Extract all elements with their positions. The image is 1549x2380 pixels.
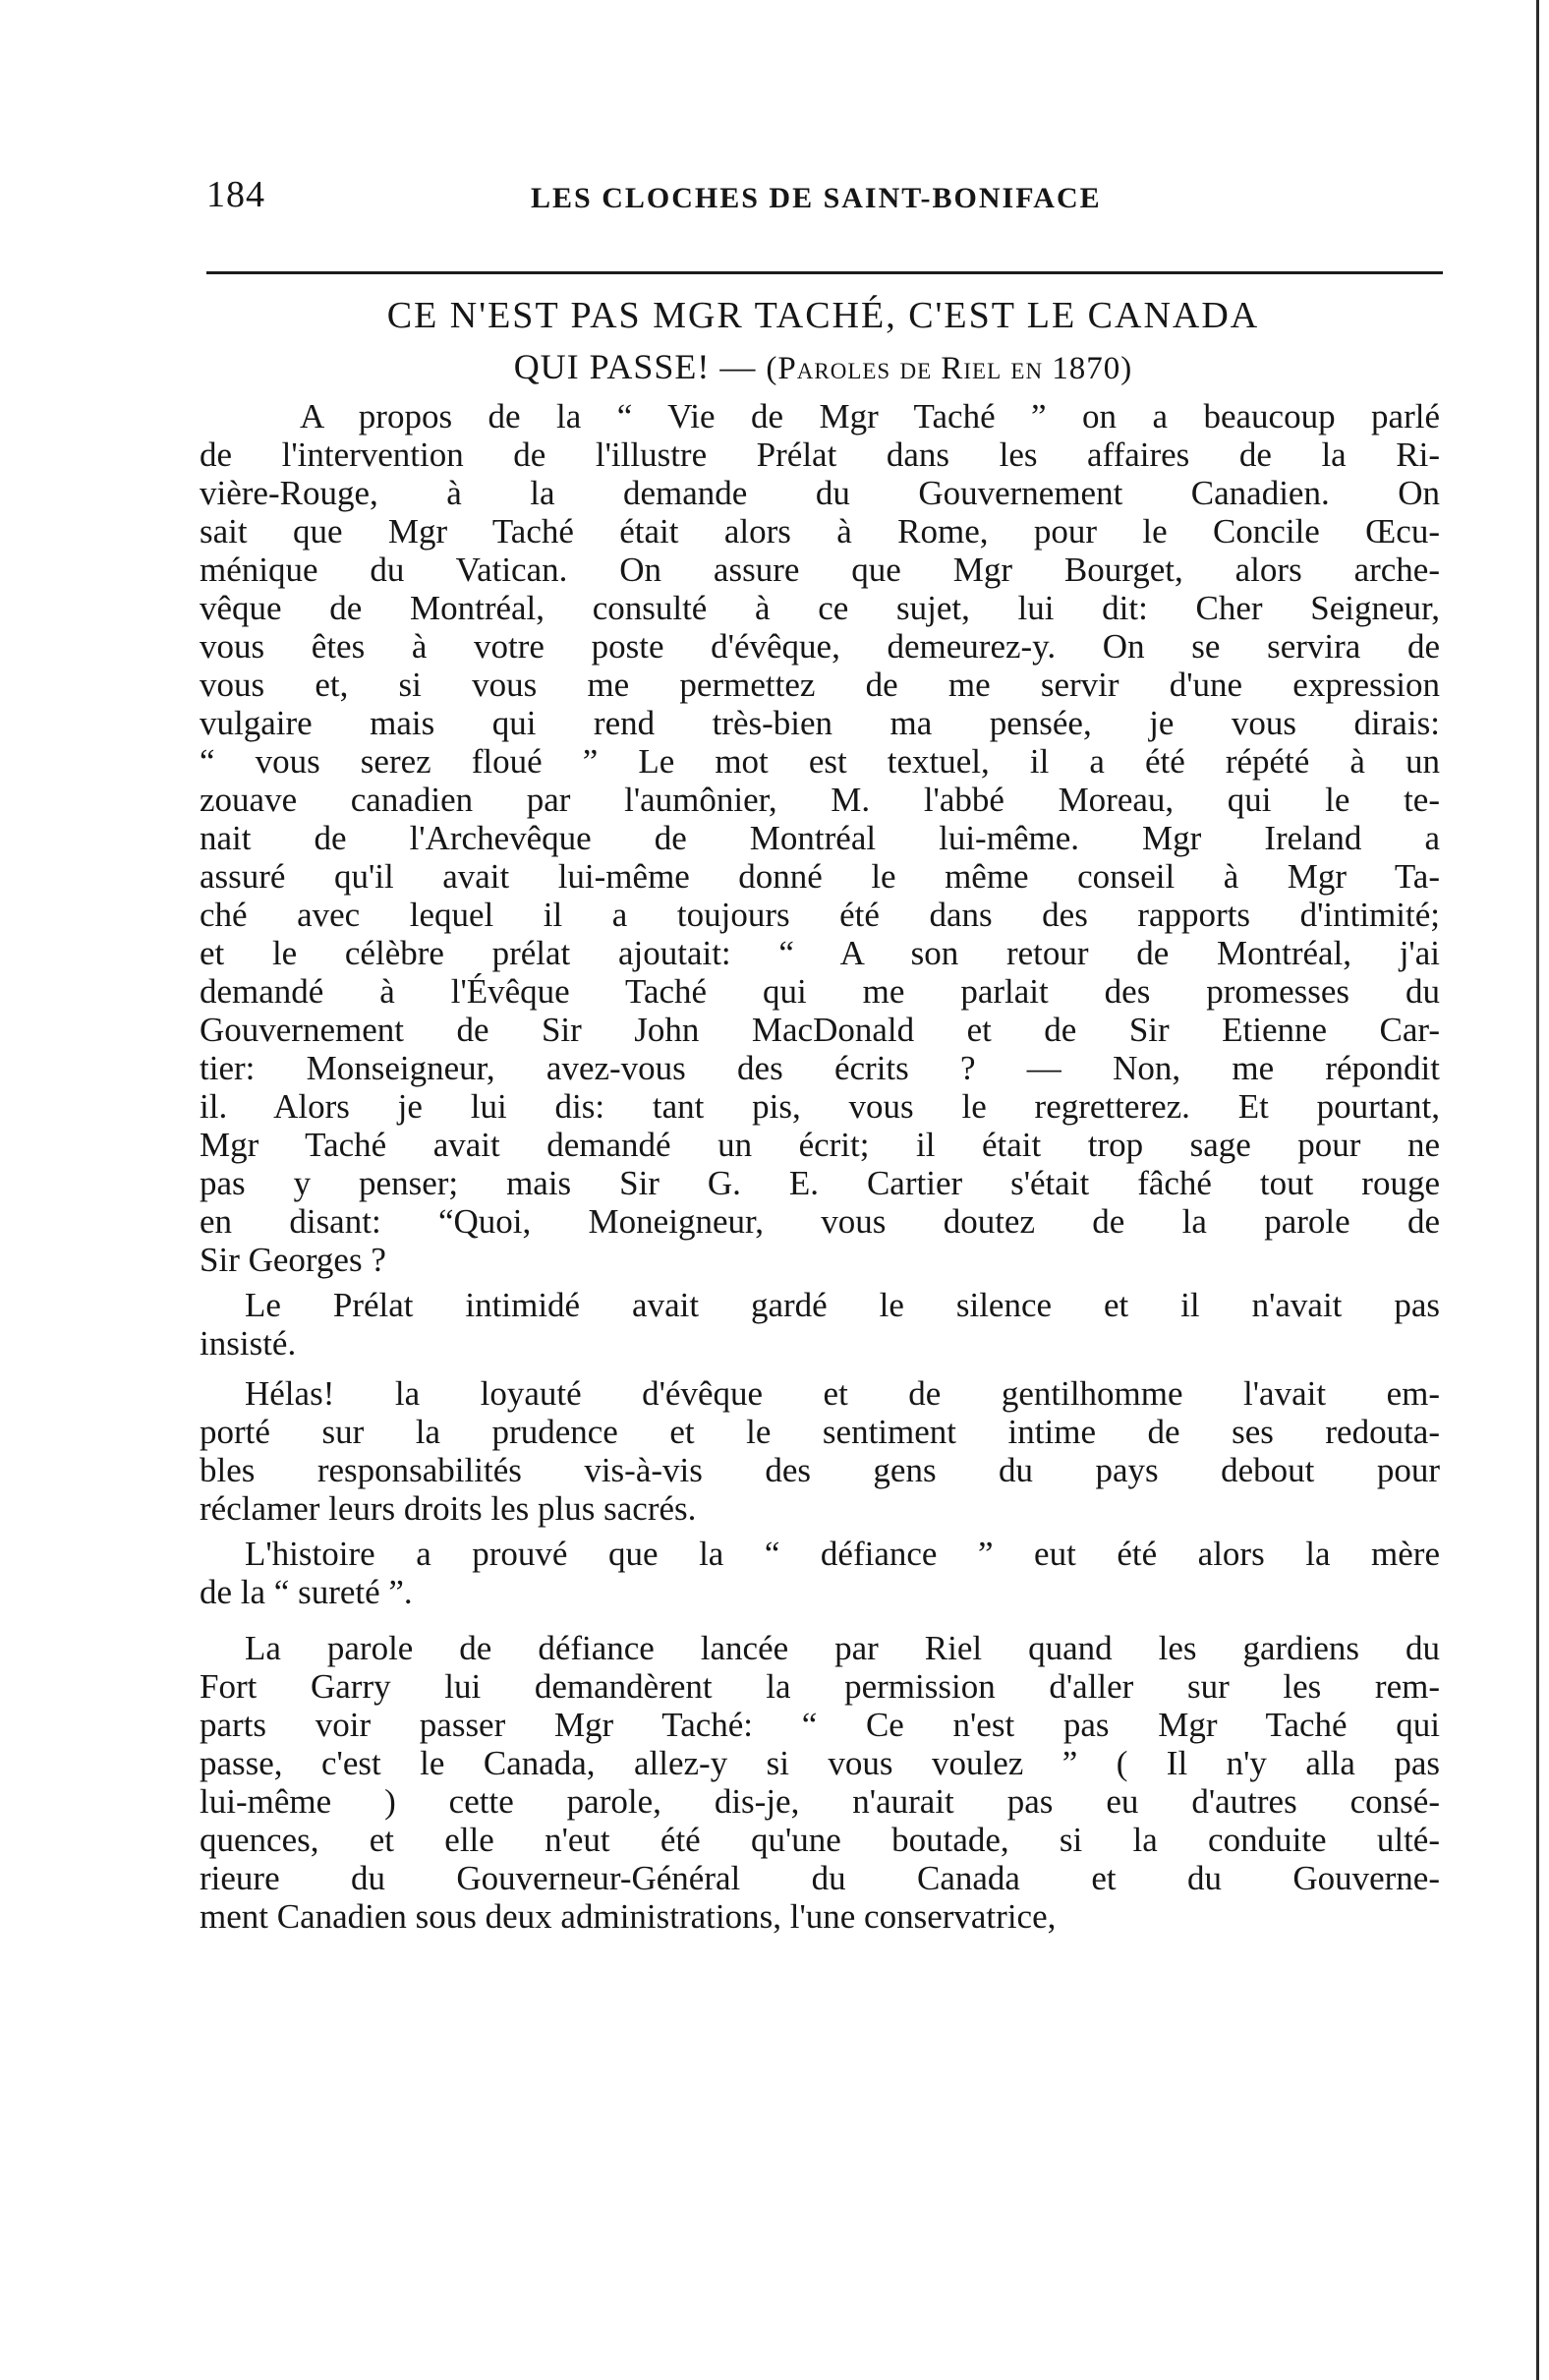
- text-line: bles responsabilités vis-à-vis des gens du pays debout pour: [200, 1451, 1440, 1489]
- text-line: Hélas! la loyauté d'évêque et de gentilhomme l'avait em-: [245, 1374, 1440, 1413]
- text-line: vous êtes à votre poste d'évêque, demeurez-y. On se servira de: [200, 627, 1440, 666]
- page-edge-shadow: [1536, 0, 1539, 2380]
- text-line: réclamer leurs droits les plus sacrés.: [200, 1489, 697, 1528]
- paragraph: [200, 1629, 1440, 1936]
- section-title-source: (Paroles de Riel en 1870): [766, 351, 1133, 386]
- text-line: Gouvernement de Sir John MacDonald et de Sir Etienne Car-: [200, 1011, 1440, 1049]
- text-line: assuré qu'il avait lui-même donné le même conseil à Mgr Ta-: [200, 857, 1440, 896]
- header-rule: [206, 271, 1443, 274]
- paragraph: [200, 397, 1440, 1279]
- text-line: et le célèbre prélat ajoutait: “ A son retour de Montréal, j'ai: [200, 934, 1440, 972]
- page-number: 184: [206, 174, 265, 215]
- text-line: ment Canadien sous deux administrations, l'une conservatrice,: [200, 1897, 1057, 1936]
- text-line: zouave canadien par l'aumônier, M. l'abbé Moreau, qui le te-: [200, 781, 1440, 819]
- text-line: vière-Rouge, à la demande du Gouvernement Canadien. On: [200, 474, 1440, 512]
- text-line: porté sur la prudence et le sentiment intime de ses redouta-: [200, 1413, 1440, 1451]
- text-line: parts voir passer Mgr Taché: “ Ce n'est pas Mgr Taché qui: [200, 1706, 1440, 1744]
- text-line: il. Alors je lui dis: tant pis, vous le regretterez. Et pourtant,: [200, 1087, 1440, 1126]
- text-line: de la “ sureté ”.: [200, 1573, 413, 1611]
- text-line: demandé à l'Évêque Taché qui me parlait des promesses du: [200, 972, 1440, 1011]
- text-line: passe, c'est le Canada, allez-y si vous voulez ” ( Il n'y alla pas: [200, 1744, 1440, 1782]
- text-line: Sir Georges ?: [200, 1241, 386, 1279]
- text-line: A propos de la “ Vie de Mgr Taché ” on a beaucoup parlé: [300, 397, 1440, 435]
- section-title: [206, 291, 1440, 393]
- paragraph: [200, 1286, 1440, 1363]
- text-line: pas y penser; mais Sir G. E. Cartier s'était fâché tout rouge: [200, 1164, 1440, 1202]
- text-line: vous et, si vous me permettez de me servir d'une expression: [200, 666, 1440, 704]
- text-line: Fort Garry lui demandèrent la permission d'aller sur les rem-: [200, 1667, 1440, 1706]
- text-line: Le Prélat intimidé avait gardé le silence et il n'avait pas: [245, 1286, 1440, 1324]
- text-line: “ vous serez floué ” Le mot est textuel, il a été répété à un: [200, 742, 1440, 781]
- section-title-line-1: CE N'EST PAS MGR TACHÉ, C'EST LE CANADA: [386, 295, 1260, 336]
- text-line: ménique du Vatican. On assure que Mgr Bourget, alors arche-: [200, 551, 1440, 589]
- text-line: de l'intervention de l'illustre Prélat dans les affaires de la Ri-: [200, 435, 1440, 474]
- text-line: vêque de Montréal, consulté à ce sujet, lui dit: Cher Seigneur,: [200, 589, 1440, 627]
- text-line: tier: Monseigneur, avez-vous des écrits ? — Non, me répondit: [200, 1049, 1440, 1087]
- text-line: rieure du Gouverneur-Général du Canada et du Gouverne-: [200, 1859, 1440, 1897]
- text-line: L'histoire a prouvé que la “ défiance ” eut été alors la mère: [245, 1535, 1440, 1573]
- text-line: vulgaire mais qui rend très-bien ma pensée, je vous dirais:: [200, 704, 1440, 742]
- running-head: [206, 173, 1440, 232]
- text-line: quences, et elle n'eut été qu'une boutade, si la conduite ulté-: [200, 1821, 1440, 1859]
- paragraph: [200, 1535, 1440, 1611]
- running-title: LES CLOCHES DE SAINT-BONIFACE: [531, 182, 1102, 214]
- body-text: [200, 397, 1440, 1936]
- text-line: sait que Mgr Taché était alors à Rome, pour le Concile Œcu-: [200, 512, 1440, 551]
- section-title-line-2: [206, 342, 1440, 393]
- paragraph: [200, 1374, 1440, 1528]
- text-line: en disant: “Quoi, Moneigneur, vous doutez de la parole de: [200, 1202, 1440, 1241]
- text-line: Mgr Taché avait demandé un écrit; il était trop sage pour ne: [200, 1126, 1440, 1164]
- section-title-line-2-main: QUI PASSE! —: [513, 347, 767, 386]
- text-line: insisté.: [200, 1324, 297, 1363]
- text-line: La parole de défiance lancée par Riel quand les gardiens du: [245, 1629, 1440, 1667]
- text-line: nait de l'Archevêque de Montréal lui-même. Mgr Ireland a: [200, 819, 1440, 857]
- text-line: lui-même ) cette parole, dis-je, n'aurait pas eu d'autres consé-: [200, 1782, 1440, 1821]
- text-line: ché avec lequel il a toujours été dans des rapports d'intimité;: [200, 896, 1440, 934]
